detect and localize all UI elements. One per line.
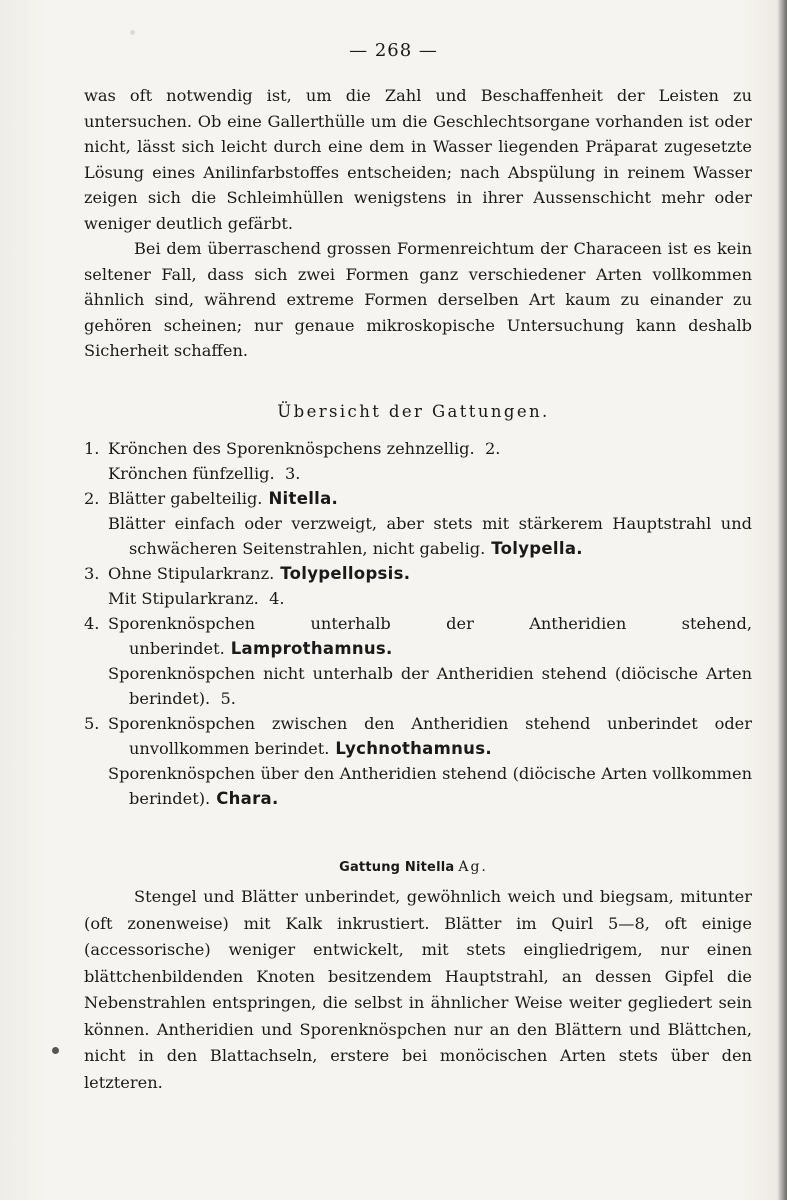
key-option-b bbox=[84, 586, 752, 611]
key-text: Mit Stipularkranz. bbox=[108, 589, 259, 608]
key-entry-5 bbox=[84, 711, 752, 811]
key-entry-3 bbox=[84, 561, 752, 611]
key-text: Sporenknöspchen zwischen den Antheridien stehend unberindet oder unvollkommen berindet. bbox=[108, 714, 752, 758]
genus-description: Stengel und Blätter unberindet, gewöhnlich weich und biegsam, mitunter (oft zonenweise) mit Kalk inkrustiert. Blätter im Quirl 5—8, oft einige (accessorische) weniger entwickelt, mit stets eingliedrigem, nur einen blättchenbildenden Knoten besitzendem Hauptstrahl, an dessen Gipfel die Nebenstrahlen entspringen, die selbst in ähnlicher Weise weiter gegliedert sein können. Antheridien und Sporenknöspchen nur an den Blättern und Blättchen, nicht in den Blattachseln, erstere bei monöcischen Arten stets über den letzteren. bbox=[84, 887, 752, 1092]
ink-speck bbox=[130, 30, 135, 35]
key-text: Sporenknöspchen nicht unterhalb der Antheridien stehend (diöcische Arten berindet). bbox=[108, 664, 752, 708]
key-number: 3. bbox=[84, 564, 100, 583]
key-entry-4 bbox=[84, 611, 752, 711]
key-option-a bbox=[84, 561, 752, 586]
page-edge-shadow bbox=[777, 0, 787, 1200]
key-entry-2 bbox=[84, 486, 752, 561]
key-text: Blätter gabelteilig. bbox=[108, 489, 263, 508]
genus-name: Tolypellopsis. bbox=[280, 564, 411, 583]
section-heading: Übersicht der Gattungen. bbox=[277, 402, 550, 421]
key-text: Sporenknöspchen unterhalb der Antheridien stehend, unberindet. bbox=[108, 614, 752, 658]
key-reference: 4. bbox=[269, 589, 285, 608]
page-number: — 268 — bbox=[349, 40, 438, 61]
key-reference: 5. bbox=[220, 689, 236, 708]
genus-heading bbox=[0, 859, 787, 875]
genus-name: Lamprothamnus. bbox=[230, 639, 393, 658]
paragraph-1: was oft notwendig ist, um die Zahl und Beschaffenheit der Leisten zu untersuchen. Ob eine Gallerthülle um die Geschlechtsorgane vorhanden ist oder nicht, lässt sich leicht durch eine dem in Wasser liegenden Präparat zugesetzte Lösung eines Anilinfarbstoffes entscheiden; nach Abspülung in reinem Wasser zeigen sich die Schleimhüllen wenigstens in ihrer Aussenschicht mehr oder weniger deutlich gefärbt. bbox=[84, 86, 752, 233]
key-option-b bbox=[84, 761, 752, 811]
genus-key bbox=[84, 436, 752, 811]
genus-name: Lychnothamnus. bbox=[335, 739, 492, 758]
key-reference: 3. bbox=[284, 464, 301, 483]
key-text: Krönchen fünfzellig. bbox=[108, 464, 275, 483]
key-number: 5. bbox=[84, 714, 100, 733]
paragraph-2: Bei dem überraschend grossen Formenreichtum der Characeen ist es kein seltener Fall, dass sich zwei Formen ganz verschiedener Arten vollkommen ähnlich sind, während extreme Formen derselben Art kaum zu einander zu gehören scheinen; nur genaue mikroskopische Untersuchung kann deshalb Sicherheit schaffen. bbox=[84, 239, 752, 360]
key-number: 1. bbox=[84, 439, 100, 458]
genus-name: Nitella. bbox=[268, 489, 339, 508]
key-text: Blätter einfach oder verzweigt, aber stets mit stärkerem Hauptstrahl und schwächeren Seitenstrahlen, nicht gabelig. bbox=[108, 514, 752, 558]
key-text: Krönchen des Sporenknöspchens zehnzellig. bbox=[108, 439, 475, 458]
genus-heading-label: Gattung Nitella bbox=[339, 860, 455, 875]
ink-speck bbox=[52, 1047, 59, 1054]
key-option-b bbox=[84, 461, 752, 486]
key-text: Sporenknöspchen über den Antheridien stehend (diöcische Arten vollkommen berindet). bbox=[108, 764, 752, 808]
genus-name: Chara. bbox=[216, 789, 279, 808]
key-entry-1 bbox=[84, 436, 752, 486]
key-text: Ohne Stipularkranz. bbox=[108, 564, 275, 583]
genus-heading-author: Ag. bbox=[458, 859, 488, 875]
key-option-b bbox=[84, 511, 752, 561]
key-number: 4. bbox=[84, 614, 100, 633]
key-option-a bbox=[84, 711, 752, 761]
key-option-a bbox=[84, 436, 752, 461]
key-option-a bbox=[84, 611, 752, 661]
key-reference: 2. bbox=[484, 439, 501, 458]
genus-name: Tolypella. bbox=[491, 539, 583, 558]
key-number: 2. bbox=[84, 489, 100, 508]
key-option-a bbox=[84, 486, 752, 511]
key-option-b bbox=[84, 661, 752, 711]
